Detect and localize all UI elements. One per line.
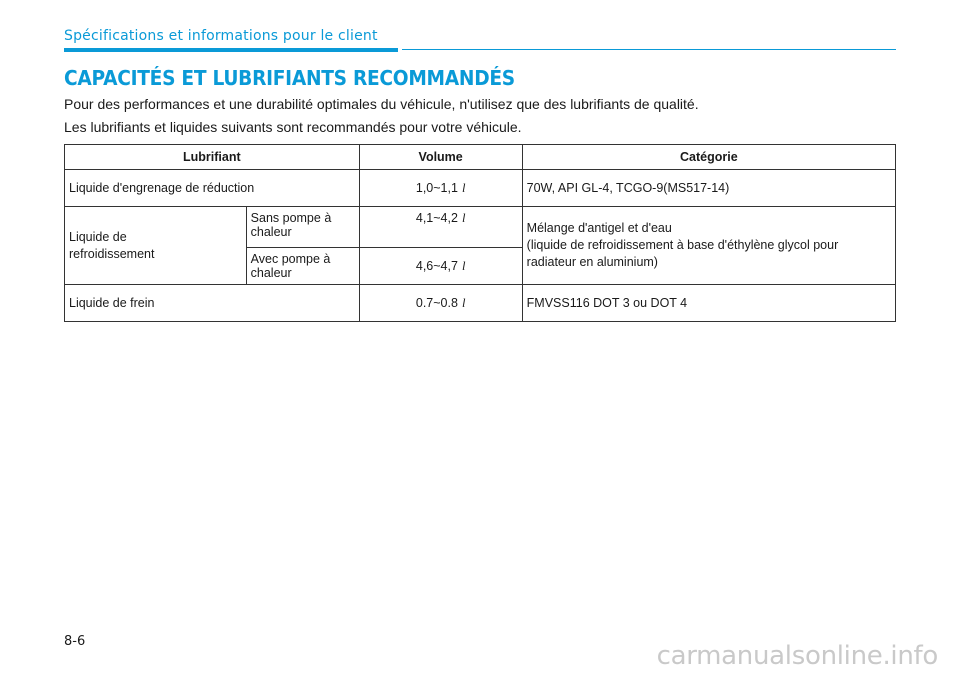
coolant-sub-without-heat-pump: Sans pompe à chaleur <box>246 207 359 248</box>
intro-paragraph-2: Les lubrifiants et liquides suivants sont recommandés pour votre véhicule. <box>64 119 522 135</box>
header-rule-thin <box>402 49 896 50</box>
coolant-category <box>522 207 895 285</box>
coolant-volume-2 <box>359 248 522 285</box>
coolant-volume-1 <box>359 207 522 248</box>
brake-fluid-volume-value: 0.7~0.8 <box>415 295 458 310</box>
gear-fluid-volume <box>359 170 522 207</box>
header-rule-thick <box>64 48 398 52</box>
coolant-volume-2-value: 4,6~4,7 <box>415 258 458 273</box>
coolant-label-line-1: Liquide de <box>69 229 127 244</box>
section-header <box>64 28 896 52</box>
intro-paragraph-1: Pour des performances et une durabilité optimales du véhicule, n'utilisez que des lubrifiants de qualité. <box>64 96 699 112</box>
coolant-volume-1-value: 4,1~4,2 <box>415 211 458 225</box>
litre-unit: l <box>461 295 466 310</box>
table-header-row <box>65 145 896 170</box>
coolant-label-line-2: refroidissement <box>69 246 155 261</box>
gear-fluid-category: 70W, API GL-4, TCGO-9(MS517-14) <box>522 170 895 207</box>
section-title: Spécifications et informations pour le client <box>64 28 378 44</box>
table-row-coolant-1 <box>65 207 896 248</box>
litre-unit: l <box>461 258 466 273</box>
brake-fluid-volume <box>359 285 522 322</box>
litre-unit: l <box>461 211 466 225</box>
capacities-table <box>64 144 896 322</box>
gear-fluid-label: Liquide d'engrenage de réduction <box>65 170 360 207</box>
litre-unit: l <box>461 180 466 195</box>
page-heading: CAPACITÉS ET LUBRIFIANTS RECOMMANDÉS <box>64 66 515 90</box>
table-row-brake-fluid <box>65 285 896 322</box>
coolant-category-line-2: (liquide de refroidissement à base d'éthylène glycol pour <box>526 238 839 252</box>
brake-fluid-category: FMVSS116 DOT 3 ou DOT 4 <box>522 285 895 322</box>
coolant-sub-with-heat-pump: Avec pompe à chaleur <box>246 248 359 285</box>
gear-fluid-volume-value: 1,0~1,1 <box>415 180 458 195</box>
table-row-gear-fluid <box>65 170 896 207</box>
brake-fluid-label: Liquide de frein <box>65 285 360 322</box>
coolant-label <box>65 207 247 285</box>
header-category: Catégorie <box>522 145 895 170</box>
header-lubricant: Lubrifiant <box>65 145 360 170</box>
coolant-category-line-1: Mélange d'antigel et d'eau <box>526 221 672 235</box>
watermark: carmanualsonline.info <box>656 641 938 671</box>
header-volume: Volume <box>359 145 522 170</box>
coolant-category-line-3: radiateur en aluminium) <box>526 255 658 269</box>
page-number: 8-6 <box>64 634 86 649</box>
